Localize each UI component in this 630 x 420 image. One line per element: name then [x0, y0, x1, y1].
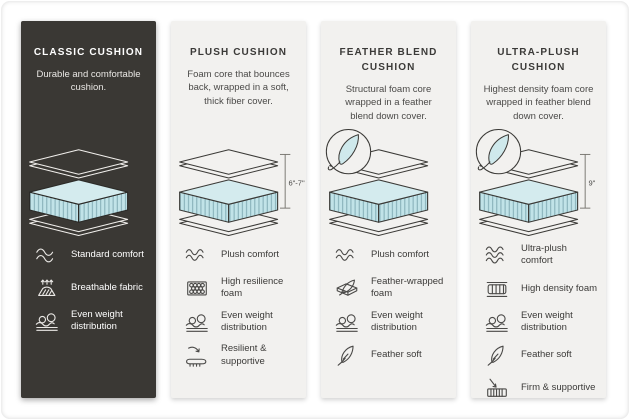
card-description: Foam core that bounces back, wrapped in a soft, thick fiber cover. [187, 69, 290, 107]
card-title: PLUSH CUSHION [189, 47, 288, 58]
waves-icon [334, 243, 360, 267]
card-ultra-plush-cushion [471, 21, 606, 398]
feature-item [484, 277, 601, 301]
resilient-icon [184, 344, 210, 368]
feature-list [34, 243, 151, 343]
waves-3-icon [484, 243, 510, 267]
height-dimension [279, 154, 304, 208]
firm-icon [484, 376, 510, 400]
feature-label: Breathable fabric [71, 281, 143, 293]
cushion-illustration [324, 129, 454, 240]
dimension-label: 9" [587, 178, 595, 188]
feature-item [34, 309, 151, 334]
card-description: Highest density foam core wrapped in feather blend down cover. [483, 84, 594, 122]
feature-item [334, 276, 451, 301]
high-density-foam-icon [484, 277, 510, 301]
wave-icon [34, 243, 60, 267]
cushion-stack [179, 150, 277, 236]
feature-label: Even weight distribution [371, 309, 423, 334]
cushion-illustration [174, 129, 304, 240]
feature-label: Even weight distribution [521, 309, 573, 334]
card-row [21, 21, 606, 398]
feature-label: Standard comfort [71, 248, 144, 260]
feature-list [184, 243, 301, 377]
card-title: CLASSIC CUSHION [33, 47, 144, 58]
feature-item [34, 276, 151, 300]
card-plush-cushion [171, 21, 306, 398]
feature-item [484, 343, 601, 367]
feature-list [334, 243, 451, 376]
feature-label: Firm & supportive [521, 382, 596, 394]
feather-badge [326, 129, 370, 173]
feature-item [484, 376, 601, 400]
feature-item [184, 276, 301, 301]
height-dimension [579, 154, 595, 208]
feature-item [334, 310, 451, 335]
feature-item [334, 343, 451, 367]
card-description: Structural foam core wrapped in a feather blend down cover. [345, 84, 432, 122]
feather-wrapped-foam-icon [334, 276, 360, 300]
foam-cells-icon [184, 276, 210, 300]
waves-icon [184, 243, 210, 267]
cushion-stack [29, 150, 127, 236]
feature-item [184, 343, 301, 368]
feature-item [184, 310, 301, 335]
feature-label: Plush comfort [371, 248, 430, 260]
dimension-label: 6"-7" [287, 178, 305, 188]
feature-label: Feather-wrapped foam [371, 276, 444, 300]
feather-badge [476, 129, 520, 173]
cushion-illustration [474, 129, 604, 240]
breathable-icon [34, 276, 60, 300]
feature-item [34, 243, 151, 267]
card-description: Durable and comfortable cushion. [36, 69, 141, 94]
weight-distribution-icon [334, 310, 360, 334]
feather-icon [334, 343, 360, 367]
feather-icon [484, 343, 510, 367]
feature-label: Resilient & supportive [221, 343, 267, 367]
feature-label: Even weight distribution [221, 309, 273, 334]
feature-label: Plush comfort [221, 248, 280, 260]
feature-label: Ultra-plush comfort [521, 243, 567, 267]
weight-distribution-icon [484, 310, 510, 334]
feature-item [334, 243, 451, 267]
feature-label: Feather soft [371, 349, 422, 361]
feature-item [184, 243, 301, 267]
feature-label: Even weight distribution [71, 309, 123, 333]
weight-distribution-icon [184, 310, 210, 334]
feature-item [484, 310, 601, 335]
card-feather-blend-cushion [321, 21, 456, 398]
card-title: FEATHER BLEND CUSHION [339, 47, 438, 73]
feature-item [484, 243, 601, 268]
feature-label: High density foam [521, 282, 598, 294]
weight-distribution-icon [34, 309, 60, 333]
card-classic-cushion [21, 21, 156, 398]
feature-label: Feather soft [521, 349, 572, 361]
feature-label: High resilience foam [221, 276, 284, 300]
feature-list [484, 243, 601, 409]
card-title: ULTRA-PLUSH CUSHION [497, 47, 580, 73]
cushion-illustration [24, 129, 154, 240]
